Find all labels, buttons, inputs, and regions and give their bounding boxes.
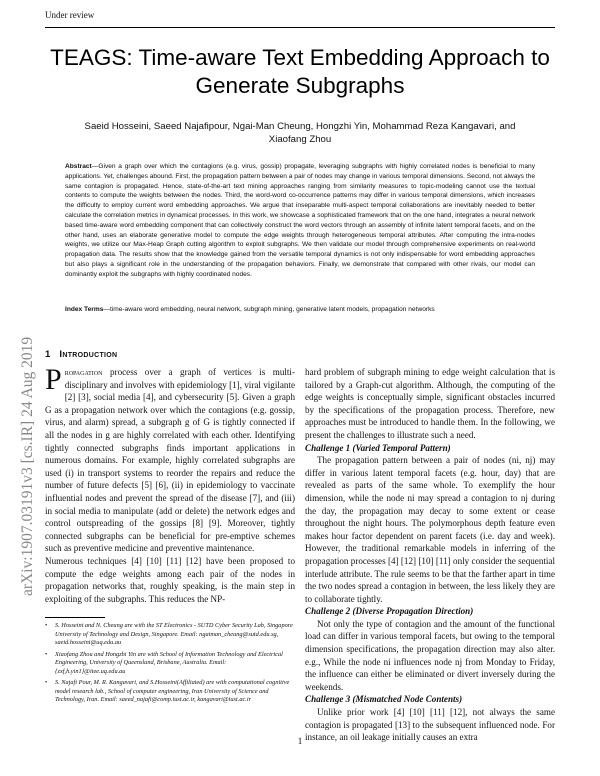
arxiv-id-text: arXiv:1907.03191v3 [cs.IR] 24 Aug 2019 bbox=[19, 336, 36, 596]
abstract-label: Abstract bbox=[65, 163, 92, 170]
footnote-text: S. Najafi Pour, M. R. Kangavari, and S.Hosseini(Affiliated) are with computational cognitive model research lab., School of computer engineering, Iran University of Science and Technology, Iran. Email: saeed_najafi@comp.iust.ac.ir, kangavari@iust.ac.ir bbox=[55, 679, 290, 703]
dropcap-smallcaps: ropagation bbox=[64, 367, 103, 377]
challenge-2-title: Challenge 2 (Diverse Propagation Direction) bbox=[305, 606, 474, 617]
footnote-text: S. Hosseini and N. Cheung are with the ST Electronics - SUTD Cyber Security Lab, Singapore University of Technology and Design, Singapore. Email: ngaiman_cheung@sutd.edu.sg, saeid.hosseini@uq.edu.au bbox=[55, 622, 293, 646]
section-title: Introduction bbox=[59, 349, 118, 360]
intro-paragraph-1 bbox=[45, 363, 296, 555]
index-terms bbox=[65, 305, 535, 315]
challenge-3-title: Challenge 3 (Mismatched Node Contents) bbox=[305, 694, 463, 705]
footnote-item: • S. Najafi Pour, M. R. Kangavari, and S.Hosseini(Affiliated) are with computational cognitive model research lab., School of computer engineering, Iran University of Science and Technology, Iran. Email: saeed_najafi@comp.iust.ac.ir, kangavari@iust.ac.ir bbox=[45, 679, 290, 703]
challenge-1-text: The propagation pattern between a pair of nodes (ni, nj) may differ in various latent temporal facets (e.g. hour, day) that are revealed as parts of the same whole. To exemplify the hour dimension, while the node ni may spread a contagion to nj during the day, the propagation may decay to some extent or cease throughout the night hours. The polymorphous depth feature even makes hour factor dependent on parent facets (i.e. day and week). However, the traditional remarkable models in inferring of the propagation processes [4] [12] [10] [11] only consider the sequential interlude attribute. The rule seems to be that the farther apart in time the two nodes spread a contagion in between, the less likely they are to collaborate tightly. bbox=[305, 455, 555, 604]
footnote-rule bbox=[45, 617, 105, 618]
header-label: Under review bbox=[45, 10, 95, 20]
intro-paragraph-1-text: process over a graph of vertices is multi-disciplinary and involves with epidemiology [1], viral vigilante [2] [3], social media [4], and cybersecurity [5]. Given a graph G as a propagation network over which the contagions (e.g. gossip, virus, and alarm) spread, a subgraph g of G is tightly connected if all the nodes in g are highly correlated with each other. Identifying tightly connected subgraphs finds important applications in numerous domains. For example, highly correlated subgraphs are used (i) in transport systems to reorder the repairs and reduce the number of future defects [5] [6], (ii) in epidemiology to vaccinate influential nodes and prevent the spread of the disease [7], and (iii) in social media to manipulate (add or delete) the network edges and control outspreading of the gossips [8] [9]. Moreover, tightly connected subgraphs can be beneficial for pre-emptive schemes such as preventive medicine and preventive maintenance. bbox=[45, 367, 296, 554]
section-heading bbox=[45, 349, 117, 360]
footnote-item: • Xiaofang Zhou and Hongzhi Yin are with School of Information Technology and Electrical Engineering, University of Queensland, Brisbane, Australia. Email: {zxf,h.yin1}@itee.uq.edu.au bbox=[45, 650, 283, 675]
challenge-1-title: Challenge 1 (Varied Temporal Pattern) bbox=[305, 442, 451, 453]
left-column bbox=[45, 363, 296, 605]
footnotes bbox=[45, 622, 295, 708]
right-paragraph-1: hard problem of subgraph mining to edge weight calculation that is tailored by a Graph-cut algorithm. Although, the computing of the edge weights is conceptually simple, significant obstacles incurred by the specifications of the propagation process. Therefore, new approaches must be introduced to handle them. In the following, we present the challenges to illustrate such a need. bbox=[305, 367, 555, 440]
footnote-item: • S. Hosseini and N. Cheung are with the ST Electronics - SUTD Cyber Security Lab, Singapore University of Technology and Design, Singapore. Email: ngaiman_cheung@sutd.edu.sg, saeid.hosseini@uq.edu.au bbox=[45, 622, 293, 646]
abstract-text: —Given a graph over which the contagions (e.g. virus, gossip) propagate, leveraging subgraphs with highly correlated nodes is beneficial to many applications. Yet, challenges abound. First, the propagation pattern between a pair of nodes may change in various temporal dimensions. Second, not always the same contagion is propagated. Hence, state-of-the-art text mining approaches ranging from similarity measures to topic-modeling cannot use the textual contents to compute the weights between the nodes. Third, the word-word co-occurrence patterns may differ in various temporal dimensions, which increases the difficulty to employ current word embedding approaches. We argue that inseparable multi-aspect temporal collaborations are inevitably needed to better calculate the correlation metrics in dynamical processes. In this work, we showcase a sophisticated framework that on the one hand, integrates a neural network based time-aware word embedding component that can collectively construct the word vectors through an assembly of infinite latent temporal facets, and on the other hand, uses an elaborate generative model to compute the edge weights through heterogeneous temporal attributes. After computing the intra-nodes weights, we utilize our Max-Heap Graph cutting algorithm to exploit subgraphs. We then validate our model through comprehensive experiments on real-world propagation data. The results show that the knowledge gained from the versatile temporal dynamics is not only indispensable for word embedding approaches but also plays a significant role in the understanding of the propagation behaviors. Finally, we demonstrate that compared with other rivals, our model can dominantly exploit the subgraphs with highly coordinated nodes. bbox=[65, 163, 535, 278]
header-rule bbox=[45, 27, 555, 28]
section-number: 1 bbox=[45, 349, 51, 360]
right-column bbox=[305, 366, 555, 744]
index-terms-text: —time-aware word embedding, neural network, subgraph mining, generative latent models, propagation networks bbox=[103, 306, 435, 313]
dropcap: P bbox=[45, 363, 62, 396]
challenge-2-text: Not only the type of contagion and the amount of the functional load can differ in various temporal facets, but owing to the temporal dimension specifications, the propagation direction may also alter. e.g., While the node ni influences node nj from Monday to Friday, the influence can either be eliminated or divert inversely during the weekends. bbox=[305, 618, 555, 692]
paper-title: TEAGS: Time-aware Text Embedding Approach to Generate Subgraphs bbox=[50, 45, 550, 98]
footnote-text: Xiaofang Zhou and Hongzhi Yin are with School of Information Technology and Electrical Engineering, University of Queensland, Brisbane, Australia. Email: {zxf,h.yin1}@itee.uq.edu.au bbox=[55, 650, 283, 675]
author-list: Saeid Hosseini, Saeed Najafipour, Ngai-Man Cheung, Hongzhi Yin, Mohammad Reza Kangavari, and Xiaofang Zhou bbox=[84, 121, 516, 145]
abstract bbox=[65, 162, 535, 280]
index-terms-label: Index Terms bbox=[65, 306, 104, 313]
intro-paragraph-2: Numerous techniques [4] [10] [11] [12] have been proposed to compute the edge weights among each pair of the nodes in propagation networks that, roughly speaking, is the main step in exploiting of the subgraphs. This reduces the NP- bbox=[45, 555, 295, 604]
arxiv-identifier bbox=[16, 240, 38, 600]
page-number: 1 bbox=[297, 736, 303, 746]
challenge-3-text: Unlike prior work [4] [10] [11] [12], not always the same contagion is propagated [13] to the subsequent influenced node. For instance, an oil leakage initially causes an extra bbox=[305, 707, 555, 743]
